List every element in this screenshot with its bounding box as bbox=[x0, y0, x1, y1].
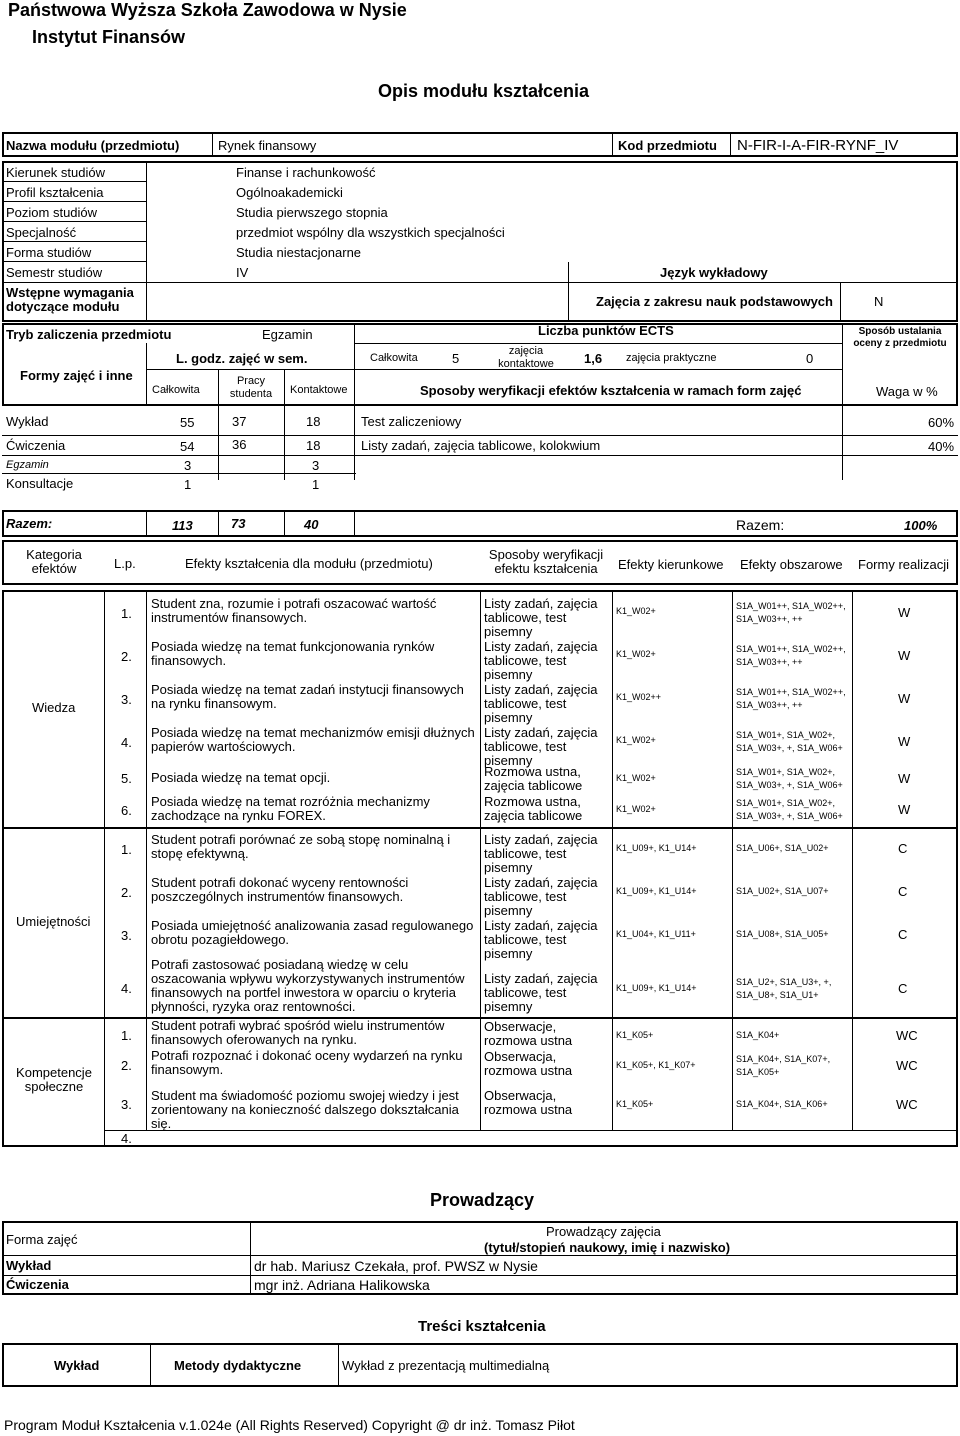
ects-contact-value: 1,6 bbox=[584, 351, 603, 366]
module-name-value: Rynek finansowy bbox=[218, 138, 317, 153]
verification-methods-label: Sposoby weryfikacji efektów kształcenia w ramach form zajęć bbox=[420, 383, 802, 398]
grading-method-label: Sposób ustalania oceny z przedmiotu bbox=[853, 326, 947, 349]
effect-text: Posiada wiedzę na temat rozróżnia mechanizmy zachodzące na rynku FOREX. bbox=[151, 794, 430, 823]
effect-lp: 2. bbox=[121, 1058, 132, 1073]
effect-lp: 4. bbox=[121, 735, 132, 750]
form-student: 37 bbox=[232, 414, 247, 429]
effect-verification: Listy zadań, zajęcia tablicowe, test pisemny bbox=[484, 596, 598, 639]
effect-direction: K1_U09+, K1_U14+ bbox=[616, 886, 697, 896]
effect-area: S1A_K04+, S1A_K06+ bbox=[736, 1099, 828, 1109]
totals-label: Razem: bbox=[6, 516, 53, 531]
effect-text: Student ma świadomość poziomu swojej wiedzy i jest zorientowany na konieczność dalszego dokształcania się. bbox=[151, 1088, 459, 1131]
content-form: Wykład bbox=[54, 1358, 100, 1373]
effect-direction: K1_W02++ bbox=[616, 692, 662, 702]
ects-practical-label: zajęcia praktyczne bbox=[626, 352, 717, 364]
form-total: 54 bbox=[180, 439, 195, 454]
effect-form: C bbox=[898, 981, 908, 996]
form-name: Wykład bbox=[6, 414, 49, 429]
form-weight: 60% bbox=[928, 415, 955, 430]
form-total: 3 bbox=[184, 458, 192, 473]
effect-form: W bbox=[898, 605, 911, 620]
effect-direction: K1_W02+ bbox=[616, 773, 656, 783]
totals-student: 73 bbox=[231, 516, 246, 531]
effect-area: S1A_U02+, S1A_U07+ bbox=[736, 886, 829, 896]
col-total-hours: Całkowita bbox=[152, 384, 200, 396]
lecturers-name-sub: (tytuł/stopień naukowy, imię i nazwisko) bbox=[484, 1240, 731, 1255]
effect-lp: 4. bbox=[121, 1131, 132, 1146]
effect-text: Student zna, rozumie i potrafi oszacować wartość instrumentów finansowych. bbox=[151, 596, 437, 625]
effect-direction: K1_W02+ bbox=[616, 804, 656, 814]
course-code-label: Kod przedmiotu bbox=[618, 138, 717, 153]
prerequisites-label: Wstępne wymagania dotyczące modułu bbox=[6, 285, 134, 314]
info-label: Forma studiów bbox=[6, 245, 92, 260]
effect-direction: K1_W02+ bbox=[616, 649, 656, 659]
ects-contact-label: zajęcia kontaktowe bbox=[498, 345, 554, 370]
form-method: Test zaliczeniowy bbox=[361, 414, 462, 429]
effect-direction: K1_U09+, K1_U14+ bbox=[616, 983, 697, 993]
form-weight: 40% bbox=[928, 439, 955, 454]
info-value: IV bbox=[236, 265, 249, 280]
effect-text: Student potrafi porównać ze sobą stopę nominalną i stopę efektywną. bbox=[151, 832, 451, 861]
effect-text: Posiada wiedzę na temat opcji. bbox=[151, 770, 331, 785]
header-direction-effects: Efekty kierunkowe bbox=[618, 557, 724, 572]
info-value: Studia pierwszego stopnia bbox=[236, 205, 388, 220]
form-name: Konsultacje bbox=[6, 476, 74, 491]
effect-verification: Listy zadań, zajęcia tablicowe, test pisemny bbox=[484, 875, 598, 918]
info-value: przedmiot wspólny dla wszystkich specjalności bbox=[236, 225, 505, 240]
col-student-work: Pracy studenta bbox=[229, 375, 273, 400]
effect-form: W bbox=[898, 648, 911, 663]
info-value: Finanse i rachunkowość bbox=[236, 165, 376, 180]
form-contact: 18 bbox=[306, 414, 321, 429]
effect-form: WC bbox=[896, 1028, 918, 1043]
effect-form: WC bbox=[896, 1097, 918, 1112]
totals-label-2: Razem: bbox=[736, 517, 785, 533]
category-skills: Umiejętności bbox=[16, 914, 91, 929]
basic-sciences-value: N bbox=[874, 294, 884, 309]
module-name-label: Nazwa modułu (przedmiotu) bbox=[6, 138, 180, 153]
info-value: Ogólnoakademicki bbox=[236, 185, 343, 200]
effect-area: S1A_W01+, S1A_W02+, S1A_W03+, +, S1A_W06+ bbox=[736, 730, 843, 753]
effect-direction: K1_K05+, K1_K07+ bbox=[616, 1060, 696, 1070]
info-label: Kierunek studiów bbox=[6, 165, 105, 180]
info-label: Semestr studiów bbox=[6, 265, 103, 280]
effect-form: WC bbox=[896, 1058, 918, 1073]
effect-lp: 1. bbox=[121, 1028, 132, 1043]
lecturers-name-label: Prowadzący zajęcia bbox=[546, 1224, 661, 1239]
form-total: 1 bbox=[184, 477, 192, 492]
effect-lp: 3. bbox=[121, 692, 132, 707]
header-effects: Efekty kształcenia dla modułu (przedmiotu) bbox=[185, 556, 433, 571]
header-lp: L.p. bbox=[114, 556, 136, 571]
header-area-effects: Efekty obszarowe bbox=[740, 557, 843, 572]
effect-text: Student potrafi wybrać spośród wielu instrumentów finansowych oferowanych na rynku. bbox=[151, 1018, 445, 1047]
school-name: Państwowa Wyższa Szkoła Zawodowa w Nysie bbox=[8, 0, 407, 20]
header-delivery-forms: Formy realizacji bbox=[858, 557, 950, 572]
form-contact: 3 bbox=[312, 458, 320, 473]
effect-area: S1A_W01+, S1A_W02+, S1A_W03+, +, S1A_W06+ bbox=[736, 767, 843, 790]
info-label: Profil kształcenia bbox=[6, 185, 104, 200]
effect-verification: Listy zadań, zajęcia tablicowe, test pisemny bbox=[484, 832, 598, 875]
document-title: Opis modułu kształcenia bbox=[378, 81, 590, 101]
effect-text: Posiada wiedzę na temat zadań instytucji finansowych na rynku finansowym. bbox=[151, 682, 464, 711]
totals-contact: 40 bbox=[304, 517, 319, 532]
ects-practical-value: 0 bbox=[806, 351, 814, 366]
effect-form: W bbox=[898, 691, 911, 706]
effect-direction: K1_K05+ bbox=[616, 1099, 654, 1109]
effect-text: Potrafi zastosować posiadaną wiedzę w celu oszacowania wpływu wykorzystywanych instrumentów finansowych na portfel inwestora w oparciu o kryteria płynności, ryzyka oraz rentowności. bbox=[151, 957, 465, 1014]
lecturer-form: Ćwiczenia bbox=[6, 1277, 69, 1292]
ects-label: Liczba punktów ECTS bbox=[538, 323, 674, 338]
effect-verification: Obserwacja, rozmowa ustna bbox=[484, 1088, 573, 1117]
footer-copyright: Program Moduł Kształcenia v.1.024e (All Rights Reserved) Copyright @ dr inż. Tomasz Piłot bbox=[4, 1417, 575, 1433]
language-label: Język wykładowy bbox=[660, 265, 768, 280]
content-methods-label: Metody dydaktyczne bbox=[174, 1358, 302, 1373]
lecturer-name: dr hab. Mariusz Czekała, prof. PWSZ w Nysie bbox=[254, 1258, 538, 1274]
assessment-mode-value: Egzamin bbox=[262, 327, 313, 342]
content-title: Treści kształcenia bbox=[418, 1318, 546, 1335]
effect-lp: 1. bbox=[121, 842, 132, 857]
form-name: Ćwiczenia bbox=[6, 438, 66, 453]
lecturers-title: Prowadzący bbox=[430, 1190, 535, 1210]
effect-form: W bbox=[898, 802, 911, 817]
effect-lp: 3. bbox=[121, 1097, 132, 1112]
effect-lp: 3. bbox=[121, 928, 132, 943]
effect-text: Posiada umiejętność analizowania zasad regulowanego obrotu pozagiełdowego. bbox=[151, 918, 474, 947]
effect-verification: Rozmowa ustna, zajęcia tablicowe bbox=[484, 764, 583, 793]
effect-verification: Listy zadań, zajęcia tablicowe, test pisemny bbox=[484, 725, 598, 768]
assessment-mode-label: Tryb zaliczenia przedmiotu bbox=[6, 327, 172, 342]
header-category: Kategoria efektów bbox=[26, 547, 82, 576]
content-methods-value: Wykład z prezentacją multimedialną bbox=[342, 1358, 550, 1373]
effect-direction: K1_W02+ bbox=[616, 735, 656, 745]
totals-total: 113 bbox=[172, 518, 193, 533]
effect-text: Student potrafi dokonać wyceny rentowności poszczególnych instrumentów finansowych. bbox=[151, 875, 409, 904]
effect-form: C bbox=[898, 841, 908, 856]
lecturer-form: Wykład bbox=[6, 1258, 52, 1273]
effect-area: S1A_U08+, S1A_U05+ bbox=[736, 929, 829, 939]
institute-name: Instytut Finansów bbox=[32, 27, 185, 47]
effect-lp: 6. bbox=[121, 803, 132, 818]
effect-area: S1A_K04+ bbox=[736, 1030, 780, 1040]
effect-area: S1A_U06+, S1A_U02+ bbox=[736, 843, 829, 853]
effect-lp: 5. bbox=[121, 771, 132, 786]
effect-text: Posiada wiedzę na temat mechanizmów emisji dłużnych papierów wartościowych. bbox=[151, 725, 475, 754]
hours-label: L. godz. zajęć w sem. bbox=[176, 351, 308, 366]
totals-weight: 100% bbox=[904, 518, 938, 533]
effect-lp: 2. bbox=[121, 885, 132, 900]
course-code-value: N-FIR-I-A-FIR-RYNF_IV bbox=[737, 137, 899, 154]
effect-area: S1A_W01++, S1A_W02++, S1A_W03++, ++ bbox=[736, 601, 846, 624]
info-label: Poziom studiów bbox=[6, 205, 98, 220]
effect-verification: Listy zadań, zajęcia tablicowe, test pisemny bbox=[484, 639, 598, 682]
lecturers-form-label: Forma zajęć bbox=[6, 1232, 78, 1247]
effect-verification: Listy zadań, zajęcia tablicowe, test pisemny bbox=[484, 971, 598, 1014]
effect-direction: K1_W02+ bbox=[616, 606, 656, 616]
effect-verification: Obserwacja, rozmowa ustna bbox=[484, 1049, 573, 1078]
effect-direction: K1_U09+, K1_U14+ bbox=[616, 843, 697, 853]
effect-area: S1A_U2+, S1A_U3+, +, S1A_U8+, S1A_U1+ bbox=[736, 977, 832, 1000]
effect-area: S1A_W01+, S1A_W02+, S1A_W03+, +, S1A_W06+ bbox=[736, 798, 843, 821]
effect-lp: 1. bbox=[121, 606, 132, 621]
effect-verification: Listy zadań, zajęcia tablicowe, test pisemny bbox=[484, 682, 598, 725]
effect-form: C bbox=[898, 927, 908, 942]
form-contact: 1 bbox=[312, 477, 320, 492]
effect-area: S1A_W01++, S1A_W02++, S1A_W03++, ++ bbox=[736, 644, 846, 667]
basic-sciences-label: Zajęcia z zakresu nauk podstawowych bbox=[596, 294, 833, 309]
effect-lp: 4. bbox=[121, 981, 132, 996]
effect-area: S1A_K04+, S1A_K07+, S1A_K05+ bbox=[736, 1054, 831, 1077]
effect-text: Potrafi rozpoznać i dokonać oceny wydarzeń na rynku finansowym. bbox=[151, 1048, 463, 1077]
weight-label: Waga w % bbox=[876, 384, 938, 399]
effect-form: W bbox=[898, 734, 911, 749]
effect-form: C bbox=[898, 884, 908, 899]
effect-lp: 2. bbox=[121, 649, 132, 664]
effect-verification: Rozmowa ustna, zajęcia tablicowe bbox=[484, 794, 583, 823]
effect-direction: K1_U04+, K1_U11+ bbox=[616, 929, 696, 939]
form-method: Listy zadań, zajęcia tablicowe, kolokwium bbox=[361, 438, 601, 453]
effect-form: W bbox=[898, 771, 911, 786]
form-total: 55 bbox=[180, 415, 195, 430]
form-name: Egzamin bbox=[6, 459, 49, 471]
ects-total-value: 5 bbox=[452, 351, 460, 366]
form-student: 36 bbox=[232, 437, 247, 452]
lecturer-name: mgr inż. Adriana Halikowska bbox=[254, 1277, 430, 1293]
category-knowledge: Wiedza bbox=[32, 700, 76, 715]
effect-verification: Listy zadań, zajęcia tablicowe, test pisemny bbox=[484, 918, 598, 961]
ects-total-label: Całkowita bbox=[370, 352, 418, 364]
info-label: Specjalność bbox=[6, 225, 77, 240]
header-verification: Sposoby weryfikacji efektu kształcenia bbox=[488, 547, 604, 576]
effect-direction: K1_K05+ bbox=[616, 1030, 654, 1040]
effect-area: S1A_W01++, S1A_W02++, S1A_W03++, ++ bbox=[736, 687, 846, 710]
class-forms-label: Formy zajęć i inne bbox=[20, 368, 133, 383]
effect-verification: Obserwacje, rozmowa ustna bbox=[484, 1019, 573, 1048]
col-contact-hours: Kontaktowe bbox=[290, 384, 348, 396]
form-contact: 18 bbox=[306, 438, 321, 453]
info-value: Studia niestacjonarne bbox=[236, 245, 362, 260]
effect-text: Posiada wiedzę na temat funkcjonowania rynków finansowych. bbox=[151, 639, 435, 668]
category-social-competences: Kompetencje społeczne bbox=[16, 1065, 92, 1094]
